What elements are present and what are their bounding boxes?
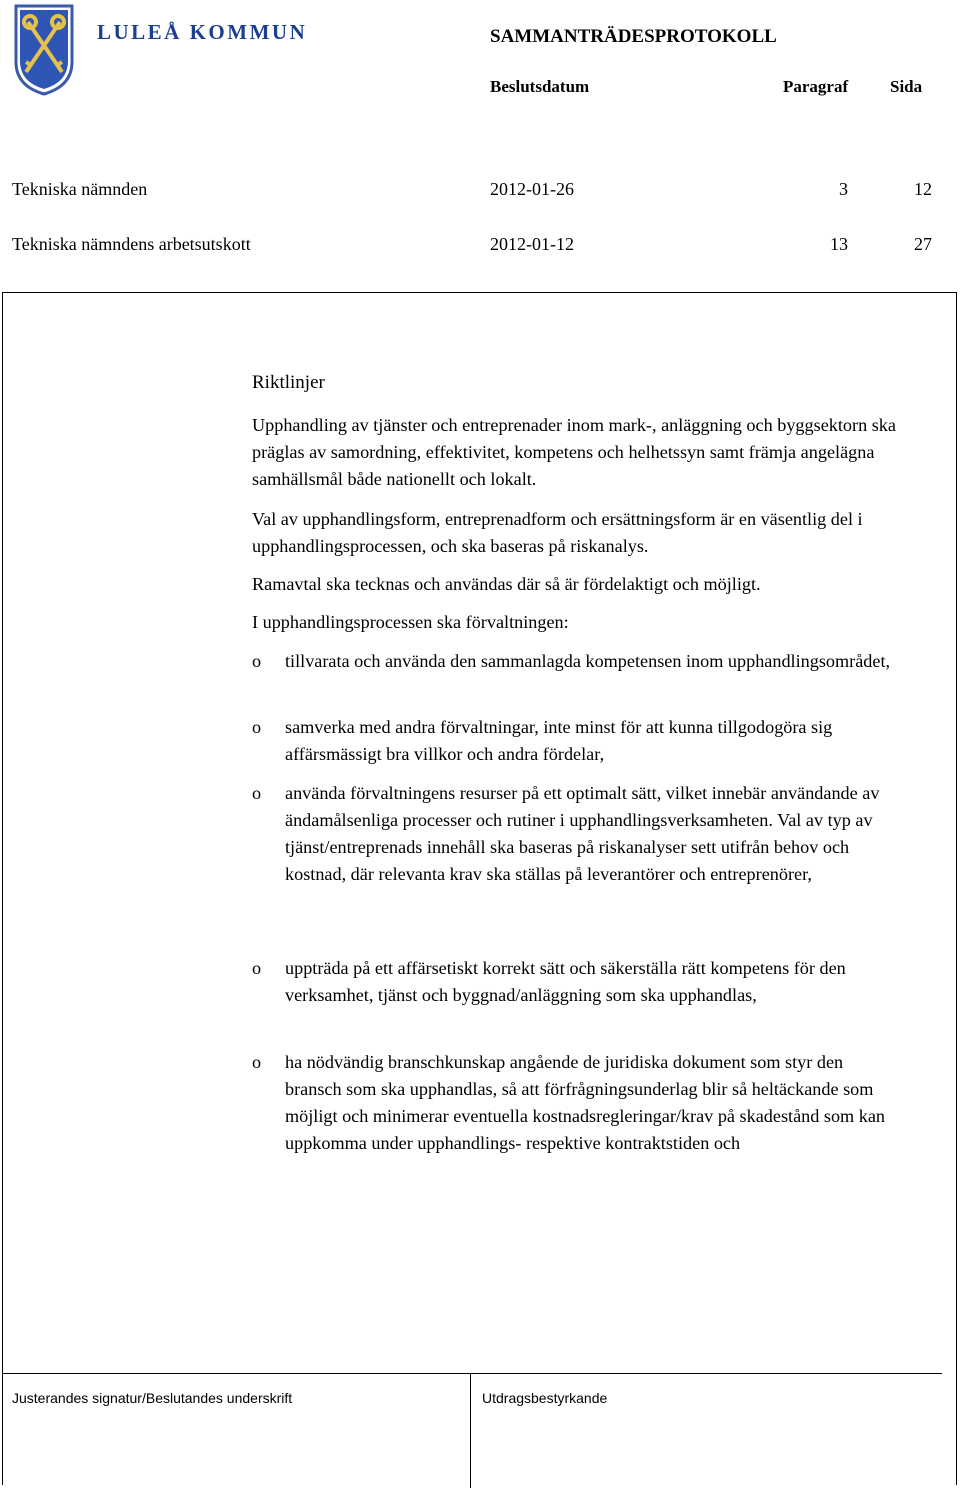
column-header-decision-date: Beslutsdatum	[490, 77, 590, 96]
organization-name: LULEÅ KOMMUN	[97, 20, 308, 44]
bullet-marker: o	[252, 717, 262, 737]
bullet-marker: o	[252, 651, 262, 671]
list-item: uppträda på ett affärsetiskt korrekt sätt och säkerställa rätt kompetens för den verksamhet, tjänst och byggnad/anläggning som ska upphandlas,	[285, 958, 846, 1005]
coat-of-arms-icon	[10, 4, 78, 96]
section-heading: Riktlinjer	[252, 372, 325, 393]
committee-name: Tekniska nämnden	[12, 179, 148, 199]
committee-name: Tekniska nämndens arbetsutskott	[12, 234, 251, 254]
body-paragraph: I upphandlingsprocessen ska förvaltningen:	[252, 612, 569, 632]
bullet-marker: o	[252, 1052, 262, 1072]
list-item: tillvarata och använda den sammanlagda kompetensen inom upphandlingsområdet,	[285, 651, 891, 671]
body-paragraph: Ramavtal ska tecknas och användas där så är fördelaktigt och möjligt.	[252, 574, 761, 594]
bullet-marker: o	[252, 958, 262, 978]
paragraph-number: 3	[839, 179, 848, 199]
column-header-page: Sida	[890, 77, 923, 96]
bullet-marker: o	[252, 783, 262, 803]
list-item: samverka med andra förvaltningar, inte minst för att kunna tillgodogöra sig affärsmässigt bra villkor och andra fördelar,	[285, 717, 833, 764]
signature-label: Justerandes signatur/Beslutandes underskrift	[12, 1390, 293, 1406]
list-item: använda förvaltningens resurser på ett optimalt sätt, vilket innebär användande av ändamålsenliga processer och rutiner i upphandlingsverksamheten. Val av typ av tjänst/entreprenads innehåll ska baseras på riskanalyser sett utifrån behov och kostnad, där relevanta krav ska ställas på leverantörer och entreprenörer,	[285, 783, 880, 884]
extract-certification-label: Utdragsbestyrkande	[482, 1390, 608, 1406]
footer-column-divider	[470, 1373, 471, 1488]
page-number: 12	[914, 179, 932, 199]
paragraph-number: 13	[830, 234, 848, 254]
document-type: SAMMANTRÄDESPROTOKOLL	[490, 26, 777, 47]
body-paragraph: Upphandling av tjänster och entreprenader inom mark-, anläggning och byggsektorn ska präglas av samordning, effektivitet, kompetens och helhetssyn samt främja angelägna samhällsmål både nationellt och lokalt.	[252, 415, 896, 489]
list-item: ha nödvändig branschkunskap angående de juridiska dokument som styr den bransch som ska upphandlas, så att förfrågningsunderlag blir så heltäckande som möjligt och minimerar eventuella kostnadsregleringar/krav på skadestånd som kan uppkomma under upphandlings- respektive kontraktstiden och	[285, 1052, 886, 1153]
column-header-paragraph: Paragraf	[783, 77, 849, 96]
body-paragraph: Val av upphandlingsform, entreprenadform och ersättningsform är en väsentlig del i upphandlingsprocessen, och ska baseras på riskanalys.	[252, 509, 863, 556]
page-number: 27	[914, 234, 932, 254]
decision-date: 2012-01-12	[490, 234, 574, 254]
decision-date: 2012-01-26	[490, 179, 574, 199]
footer-divider-line	[2, 1373, 942, 1374]
